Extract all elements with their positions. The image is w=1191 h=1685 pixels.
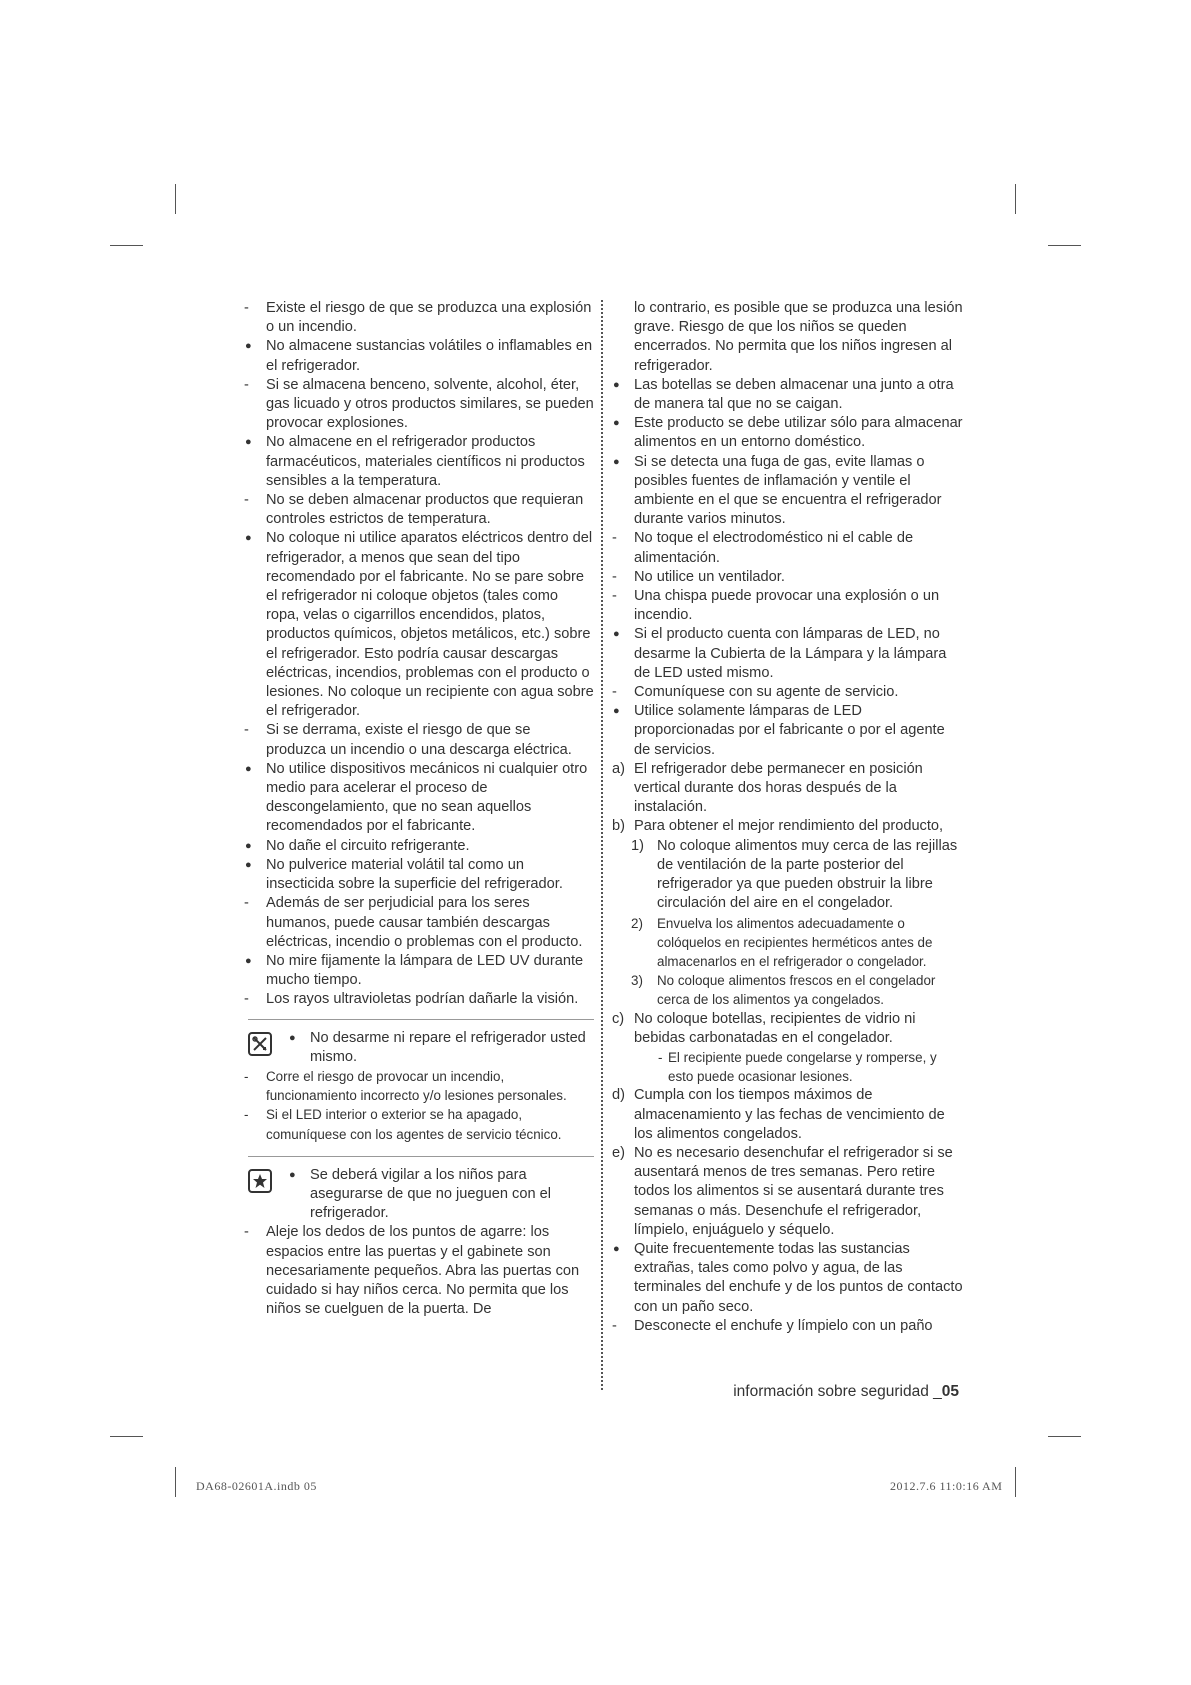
list-item [612,702,964,760]
item-marker: - [244,895,249,912]
note-children [244,1166,594,1224]
item-marker: e) [612,1144,625,1161]
print-file-info: DA68-02601A.indb 05 [196,1479,317,1493]
item-marker: - [612,568,617,585]
list-item [612,376,964,414]
right-list-b [612,1086,964,1336]
note-disassemble [244,1029,594,1067]
item-text: Aleje los dedos de los puntos de agarre: los espacios entre las puertas y el gabinete son necesariamente pequeños. Abra las puertas con cuidado si hay niños cerca. No permita que los niños se cuelguen de la puerta. De [266,1224,580,1318]
item-text: Comuníquese con su agente de servicio. [634,684,899,701]
crop-mark-top-left-vertical [175,184,176,214]
item-text: Para obtener el mejor rendimiento del producto, [634,818,944,835]
item-marker: - [244,1224,249,1241]
item-marker: ● [245,839,252,852]
item-text: No dañe el circuito refrigerante. [266,837,470,854]
item-text: No almacene en el refrigerador productos farmacéuticos, materiales científicos ni productos sensibles a la temperatura. [266,434,585,489]
list-item [244,1067,594,1105]
note-children-text: Se deberá vigilar a los niños para asegurarse de que no jueguen con el refrigerador. [310,1166,551,1222]
list-item [244,376,594,434]
list-item [244,1105,594,1143]
list-item [612,914,964,972]
bullet-marker: ● [289,1031,296,1044]
continuation-text: lo contrario, es posible que se produzca una lesión grave. Riesgo de que los niños se queden encerrados. No permita que los niños ingresen al refrigerador. [634,300,963,374]
note-disassemble-text: No desarme ni repare el refrigerador usted mismo. [310,1029,586,1065]
item-marker: ● [245,532,252,545]
item-text: El refrigerador debe permanecer en posición vertical durante dos horas después de la instalación. [634,760,923,816]
list-item [612,683,964,702]
list-item [244,894,594,952]
footer-section-title: información sobre seguridad _ [733,1383,942,1400]
item-marker: - [244,300,249,316]
item-text: Si se almacena benceno, solvente, alcohol, éter, gas licuado y otros productos similares, se pueden provocar explosiones. [266,376,594,432]
item-text: No coloque alimentos muy cerca de las rejillas de ventilación de la parte posterior del refrigerador ya que pueden obstruir la libre circulación del aire en el congelador. [657,837,958,912]
list-item [612,625,964,683]
list-item [612,1144,964,1240]
item-text: No coloque alimentos frescos en el congelador cerca de los alimentos ya congelados. [657,973,936,1008]
item-text: No almacene sustancias volátiles o inflamables en el refrigerador. [266,338,593,374]
item-marker: ● [613,628,620,641]
item-text: Si el producto cuenta con lámparas de LED, no desarme la Cubierta de la Lámpara y la lámpara de LED usted mismo. [634,626,947,681]
item-marker: ● [613,378,620,391]
item-text: Desconecte el enchufe y límpielo con un paño [634,1317,933,1334]
list-item [244,491,594,529]
star-icon [248,1169,272,1193]
item-marker: - [658,1049,663,1065]
item-text: No se deben almacenar productos que requieran controles estrictos de temperatura. [266,492,584,528]
item-marker: - [244,991,249,1008]
left-list-c [244,1223,594,1319]
item-text: Los rayos ultravioletas podrían dañarle la visión. [266,991,579,1008]
list-item [612,1086,964,1144]
item-marker: - [244,1107,249,1123]
item-marker: 3) [631,973,643,989]
item-text: Utilice solamente lámparas de LED proporcionadas por el fabricante o por el agente de servicios. [634,703,945,758]
item-marker: ● [613,455,620,468]
item-marker: 2) [631,915,643,931]
item-marker: a) [612,760,625,777]
item-marker: ● [613,417,620,430]
print-timestamp: 2012.7.6 11:0:16 AM [890,1479,1003,1493]
right-list-a [612,376,964,837]
item-text: Existe el riesgo de que se produzca una explosión o un incendio. [266,300,592,336]
crop-mark-bottom-left-vertical [175,1467,176,1497]
item-text: Este producto se debe utilizar sólo para almacenar alimentos en un entorno doméstico. [634,415,963,451]
item-text: Si se detecta una fuga de gas, evite llamas o posibles fuentes de inflamación y ventile el ambiente en el que se encuentra el refrigerador durante varios minutos. [634,453,942,528]
list-item [244,299,594,337]
right-column [612,299,964,1336]
page-footer [600,1383,959,1401]
list-item [244,952,594,990]
item-text: Además de ser perjudicial para los seres humanos, puede causar también descargas eléctricas, incendio o problemas con el producto. [266,895,583,950]
item-marker: - [244,722,249,739]
bullet-marker: ● [289,1168,296,1181]
list-item [612,971,964,1009]
list-item [244,837,594,856]
item-marker: ● [613,1242,620,1255]
item-text: Cumpla con los tiempos máximos de almacenamiento y las fechas de vencimiento de los alimentos congelados. [634,1087,945,1142]
list-item [612,760,964,818]
list-item-c [612,1010,964,1048]
sub-item-c [612,1048,964,1086]
item-marker: b) [612,818,625,835]
no-disassemble-icon [248,1032,272,1056]
item-marker: ● [245,762,252,775]
item-text: No utilice dispositivos mecánicos ni cualquier otro medio para acelerar el proceso de descongelamiento, que no sean aquellos recomendados por el fabricante. [266,760,588,835]
item-text: Corre el riesgo de provocar un incendio, funcionamiento incorrecto y/o lesiones personales. [266,1068,567,1104]
divider-bottom [248,1156,594,1157]
item-text: Una chispa puede provocar una explosión o un incendio. [634,588,940,624]
item-marker: - [244,492,249,509]
crop-mark-bottom-left-horizontal [110,1436,143,1437]
item-marker: - [244,376,249,393]
list-item [244,433,594,491]
list-item [612,1317,964,1336]
divider-top [248,1019,594,1020]
item-marker: ● [245,436,252,449]
list-item [244,760,594,837]
list-item [612,817,964,836]
item-marker: ● [245,954,252,967]
note-children-item [288,1166,594,1224]
right-sublist-b [612,837,964,1010]
item-text: No toque el electrodoméstico ni el cable de alimentación. [634,530,914,566]
item-marker: ● [245,858,252,871]
list-item [244,721,594,759]
note-disassemble-item [288,1029,594,1067]
left-list-b [244,1067,594,1144]
list-item [244,990,594,1009]
crop-mark-top-left-horizontal [110,245,143,246]
item-text: Si el LED interior o exterior se ha apagado, comuníquese con los agentes de servicio técnico. [266,1107,562,1142]
item-marker: c) [612,1010,625,1027]
item-text: Quite frecuentemente todas las sustancias extrañas, tales como polvo y agua, de las terminales del enchufe y de los puntos de contacto con un paño seco. [634,1240,963,1315]
item-marker: 1) [631,837,644,854]
crop-mark-bottom-right-vertical [1015,1467,1016,1497]
crop-mark-top-right-horizontal [1048,245,1081,246]
list-item [244,1223,594,1319]
item-marker: - [612,530,617,547]
item-text: Envuelva los alimentos adecuadamente o colóquelos en recipientes herméticos antes de almacenarlos en el refrigerador o congelador. [657,915,933,969]
item-text: El recipiente puede congelarse y romperse, y esto puede ocasionar lesiones. [668,1049,937,1085]
page-number: 05 [941,1383,959,1400]
item-text: No utilice un ventilador. [634,568,785,585]
item-marker: d) [612,1087,625,1104]
list-item [244,856,594,894]
item-marker: - [612,588,617,605]
list-item [612,837,964,914]
column-separator [601,300,603,1390]
right-continuation [612,299,964,376]
item-marker: ● [245,340,252,353]
list-item [612,414,964,452]
item-marker: - [244,1068,249,1084]
list-item [244,529,594,721]
item-text: No es necesario desenchufar el refrigerador si se ausentará menos de tres semanas. Pero retire todos los alimentos si se ausentará durante tres semanas o más. Desenchufe el refrigerador, límpielo, enjuáguelo y séquelo. [634,1144,953,1238]
item-marker: - [612,684,617,701]
left-list-a [244,299,594,1010]
list-item [612,568,964,587]
list-item [244,337,594,375]
item-text: No coloque ni utilice aparatos eléctricos dentro del refrigerador, a menos que sean del tipo recomendado por el fabricante. No se pare sobre el refrigerador ni coloque objetos (tales como ropa, velas o cigarrillos encendidos, platos, productos químicos, objetos metálicos, etc.) sobre el refrigerador. Esto podría causar descargas eléctricas, incendios, problemas con el producto o lesiones. No coloque un recipiente con agua sobre el refrigerador. [266,530,594,720]
item-text: No mire fijamente la lámpara de LED UV durante mucho tiempo. [266,952,584,989]
list-item [612,587,964,625]
item-marker: - [612,1317,617,1334]
list-item [612,529,964,567]
crop-mark-bottom-right-horizontal [1048,1436,1081,1437]
item-marker: ● [613,705,620,718]
left-column [244,299,594,1319]
list-item [612,1240,964,1317]
item-text: No coloque botellas, recipientes de vidrio ni bebidas carbonatadas en el congelador. [634,1010,916,1046]
list-item [612,453,964,530]
item-text: Si se derrama, existe el riesgo de que se produzca un incendio o una descarga eléctrica. [266,722,572,758]
item-text: No pulverice material volátil tal como un insecticida sobre la superficie del refrigerador. [266,856,563,893]
item-text: Las botellas se deben almacenar una junto a otra de manera tal que no se caigan. [634,376,954,413]
crop-mark-top-right-vertical [1015,184,1016,214]
